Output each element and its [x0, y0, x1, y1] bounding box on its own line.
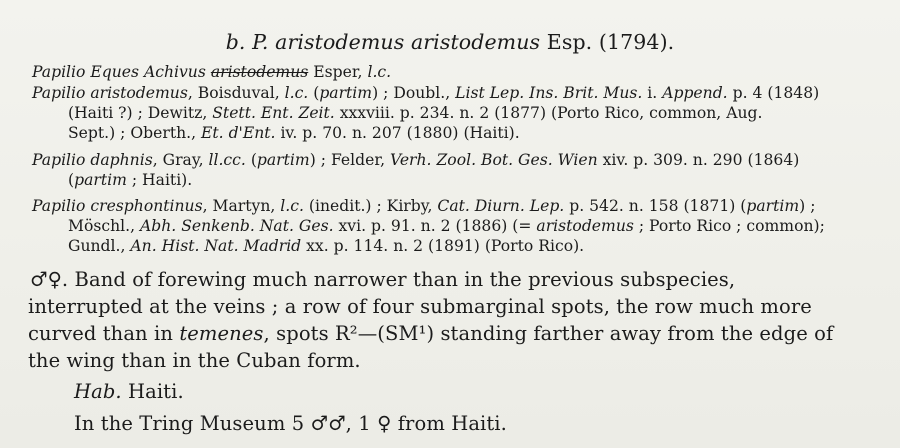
text-run: xxxviii. p. 234. n. 2 (1877) (Porto Rico, common, Aug. — [334, 104, 763, 122]
habitat-wrapper — [28, 378, 883, 405]
description-line — [28, 347, 883, 374]
text-run: Papilio Eques Achivus — [32, 63, 211, 81]
text-run: Esper, — [308, 63, 368, 81]
text-run: xvi. p. 91. n. 2 (1886) (= — [333, 217, 537, 235]
synonym-line — [32, 63, 391, 81]
text-run: , Gray, — [152, 151, 209, 169]
text-run: aristodemus — [536, 217, 634, 235]
text-run: , spots R²—(SM¹) standing farther away from the edge of — [263, 322, 834, 345]
synonym-entry — [32, 83, 882, 143]
text-run: xx. p. 114. n. 2 (1891) (Porto Rico). — [301, 237, 585, 255]
text-run: ll.cc. — [208, 151, 246, 169]
text-run: xiv. p. 309. n. 290 (1864) — [597, 151, 800, 169]
text-run: partim — [74, 171, 127, 189]
text-run: ) ; Doubl., — [372, 84, 456, 102]
text-run: , Boisduval, — [187, 84, 285, 102]
text-run: Möschl., — [68, 217, 140, 235]
text-run: ; Haiti). — [126, 171, 193, 189]
text-run: Cat. Diurn. Lep. — [437, 197, 565, 215]
synonym-line — [32, 170, 882, 190]
habitat-value: Haiti. — [121, 380, 184, 403]
text-run: iv. p. 70. n. 207 (1880) (Haiti). — [275, 124, 520, 142]
synonym-line — [32, 236, 882, 256]
text-run: Verh. Zool. Bot. Ges. Wien — [390, 151, 598, 169]
text-run: List Lep. Ins. Brit. Mus. — [455, 84, 643, 102]
text-run: p. 4 (1848) — [727, 84, 820, 102]
synonym-line — [32, 151, 799, 169]
synonym-line — [32, 84, 819, 102]
synonym-line — [32, 103, 882, 123]
text-run: ; Porto Rico ; common); — [633, 217, 825, 235]
text-run: Papilio daphnis — [32, 151, 153, 169]
text-run: Append. — [662, 84, 728, 102]
text-run: curved than in — [28, 322, 180, 345]
text-run: (inedit.) ; Kirby, — [303, 197, 438, 215]
text-run: , Martyn, — [202, 197, 281, 215]
text-run: l.c. — [280, 197, 304, 215]
description-line — [28, 320, 883, 347]
habitat-line — [28, 378, 883, 405]
text-run: the wing than in the Cuban form. — [28, 349, 361, 372]
text-run: partim — [256, 151, 310, 169]
text-run: aristodemus — [210, 63, 309, 81]
text-run: l.c. — [284, 84, 309, 102]
text-run: Sept.) ; Oberth., — [68, 124, 201, 142]
heading-name: P. aristodemus aristodemus — [252, 30, 541, 54]
heading-prefix: b. — [225, 30, 246, 54]
description-line — [28, 293, 883, 320]
synonym-line — [32, 197, 815, 215]
text-run: partim — [319, 84, 373, 102]
text-run: Et. d'Ent. — [201, 124, 276, 142]
text-run: ) ; Felder, — [309, 151, 390, 169]
text-run: ( — [308, 84, 320, 102]
description-line — [28, 266, 883, 293]
text-run: (Haiti ?) ; Dewitz, — [68, 104, 213, 122]
text-run: Papilio cresphontinus — [32, 197, 203, 215]
habitat-label: Hab. — [74, 380, 122, 403]
text-run: ( — [68, 171, 75, 189]
museum-line — [28, 410, 883, 437]
synonym-entry — [32, 196, 882, 256]
text-run: l.c. — [367, 63, 392, 81]
synonym-entry — [32, 62, 882, 82]
synonym-line — [32, 216, 882, 236]
text-run: An. Hist. Nat. Madrid — [130, 237, 302, 255]
text-run: p. 542. n. 158 (1871) ( — [564, 197, 747, 215]
text-run: temenes — [179, 322, 264, 345]
text-run: Gundl., — [68, 237, 131, 255]
text-run: ) ; — [799, 197, 816, 215]
text-run: interrupted at the veins ; a row of four submarginal spots, the row much more — [28, 295, 812, 318]
synonym-entry — [32, 150, 882, 190]
text-run: Stett. Ent. Zeit. — [212, 104, 335, 122]
text-run: ♂♀. Band of forewing much narrower than in the previous subspecies, — [30, 268, 736, 291]
text-run: Papilio aristodemus — [32, 84, 188, 102]
text-run: partim — [746, 197, 800, 215]
heading-author: Esp. (1794). — [546, 30, 675, 54]
museum-text: In the Tring Museum 5 ♂♂, 1 ♀ from Haiti. — [74, 412, 507, 435]
text-run: ( — [245, 151, 257, 169]
text-run: Abh. Senkenb. Nat. Ges. — [140, 217, 334, 235]
text-run: i. — [642, 84, 663, 102]
synonym-line — [32, 123, 882, 143]
description-paragraph — [28, 266, 883, 374]
subspecies-heading — [0, 30, 900, 54]
